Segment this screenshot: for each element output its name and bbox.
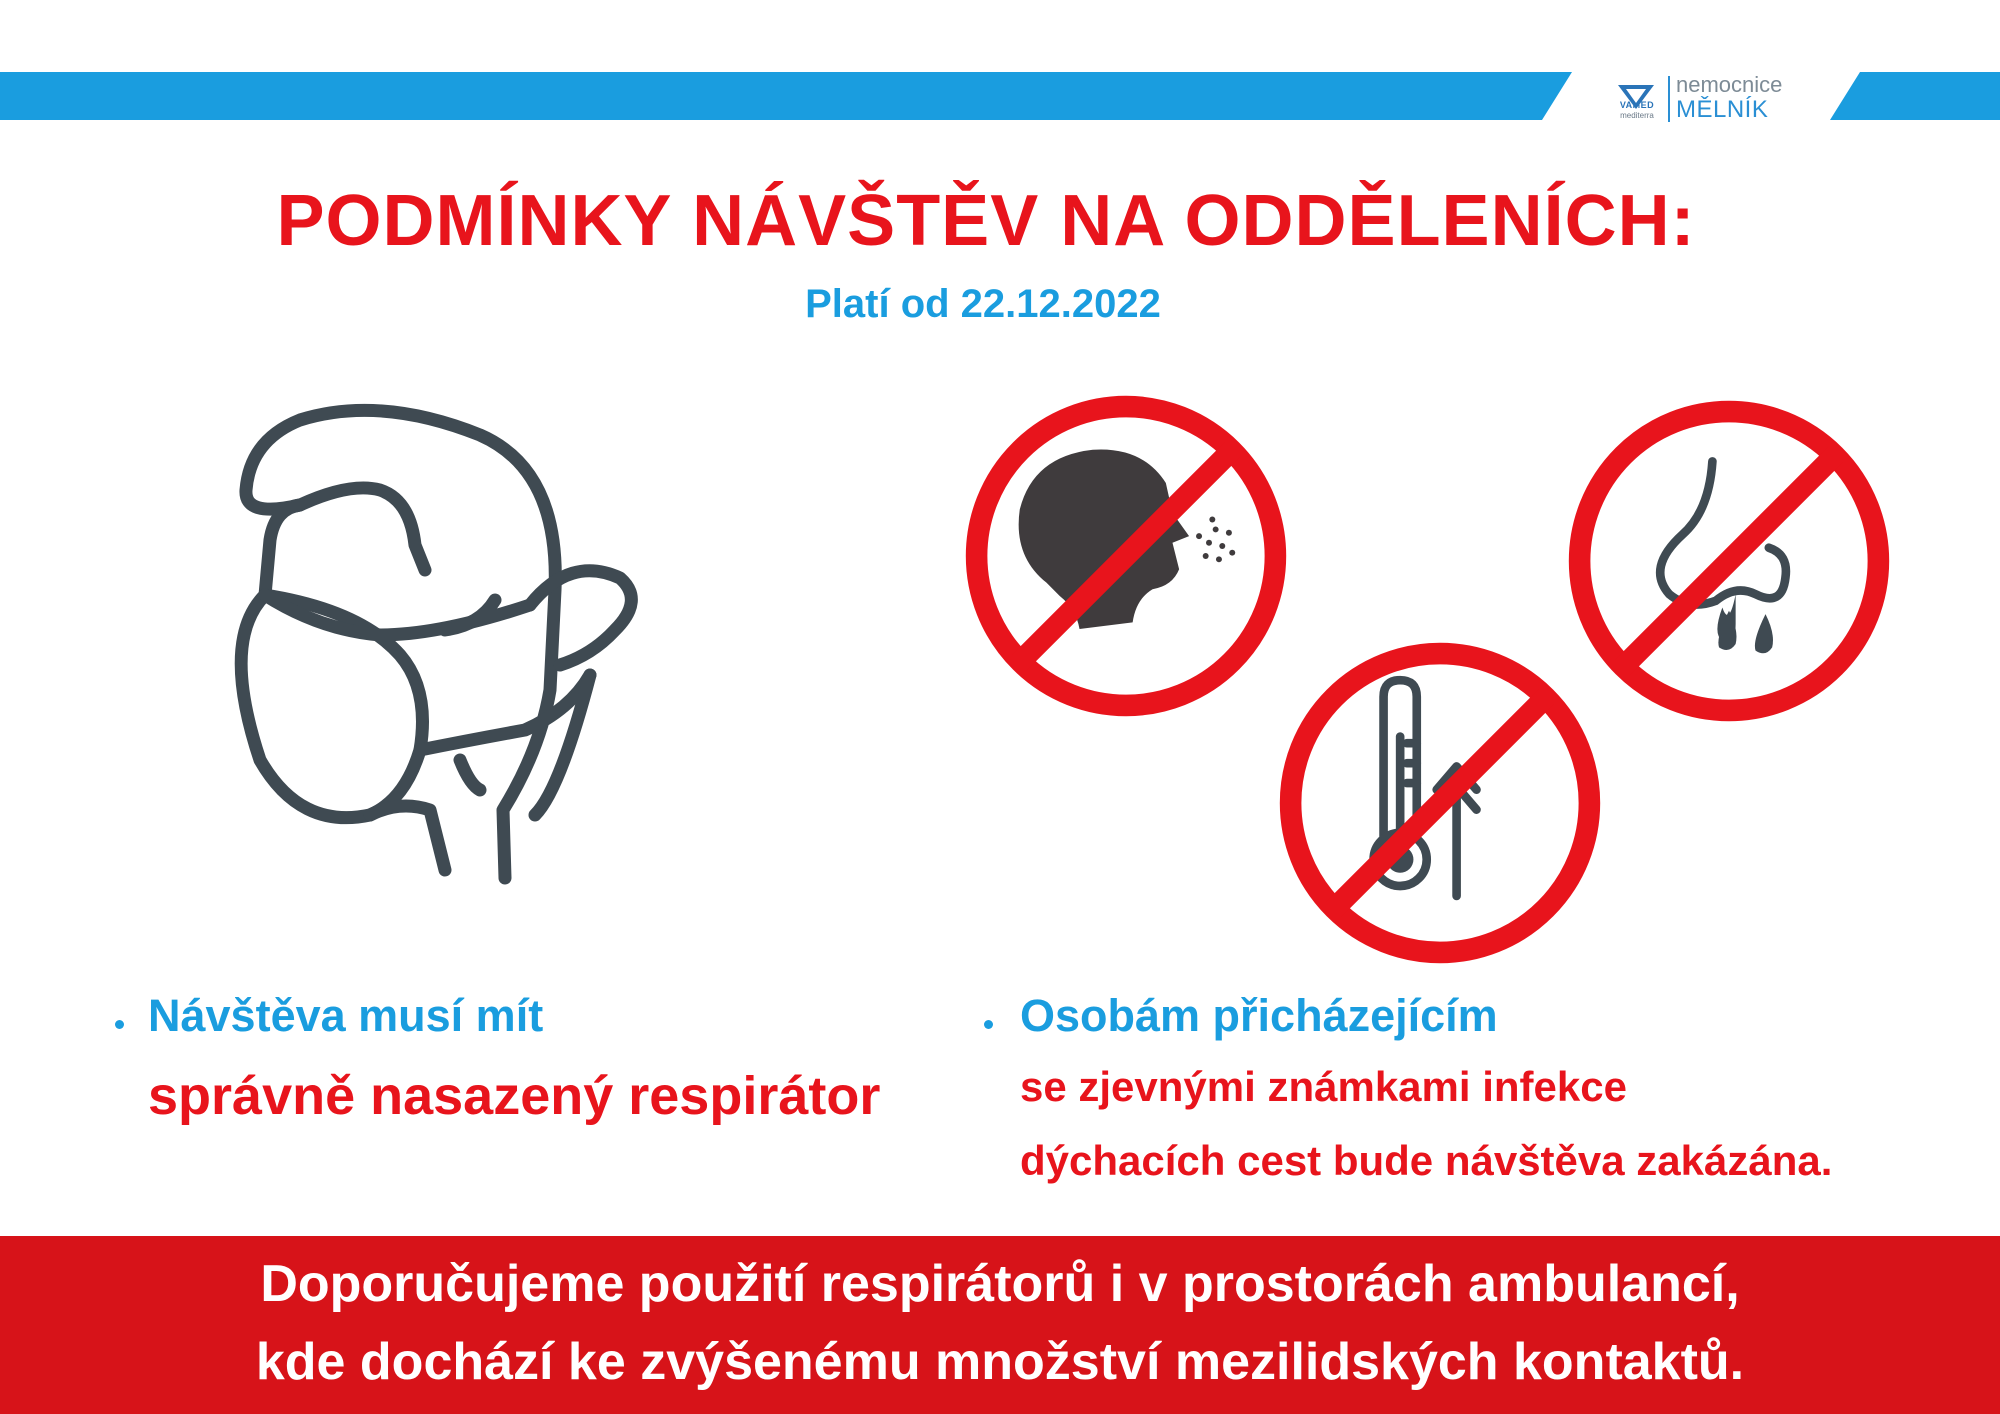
logo-line1: nemocnice (1676, 72, 1783, 97)
header-stripe-right (1830, 72, 2000, 120)
page-subtitle: Platí od 22.12.2022 (805, 282, 1161, 326)
logo-brand: VAMED (1619, 100, 1655, 110)
hospital-logo (1612, 70, 1824, 126)
no-runny-nose-icon (1563, 395, 1895, 727)
person-wearing-respirator-icon (240, 390, 710, 890)
logo-brand-sub: mediterra (1620, 111, 1654, 120)
rule-right-line1: Osobám přicházejícím (1020, 990, 1498, 1041)
no-coughing-icon (960, 390, 1292, 722)
rule-left-line2: správně nasazený respirátor (148, 1066, 881, 1126)
page-title: PODMÍNKY NÁVŠTĚV NA ODDĚLENÍCH: (276, 181, 1696, 261)
rule-left-line1: Návštěva musí mít (148, 990, 544, 1041)
banner-line2: kde dochází ke zvýšenému množství mezilidských kontaktů. (255, 1333, 1745, 1391)
rule-right-line2: se zjevnými známkami infekce (1020, 1063, 1627, 1110)
logo-line2: MĚLNÍK (1676, 96, 1769, 123)
banner-line1: Doporučujeme použití respirátorů i v prostorách ambulancí, (260, 1255, 1740, 1313)
recommendation-banner (0, 1236, 2000, 1414)
bullet-icon (115, 1020, 124, 1029)
rule-right-line3: dýchacích cest bude návštěva zakázána. (1020, 1137, 1833, 1184)
logo-divider (1668, 76, 1670, 122)
no-fever-icon (1274, 637, 1606, 969)
bullet-icon (984, 1020, 993, 1029)
header-stripe-left (0, 72, 1572, 120)
